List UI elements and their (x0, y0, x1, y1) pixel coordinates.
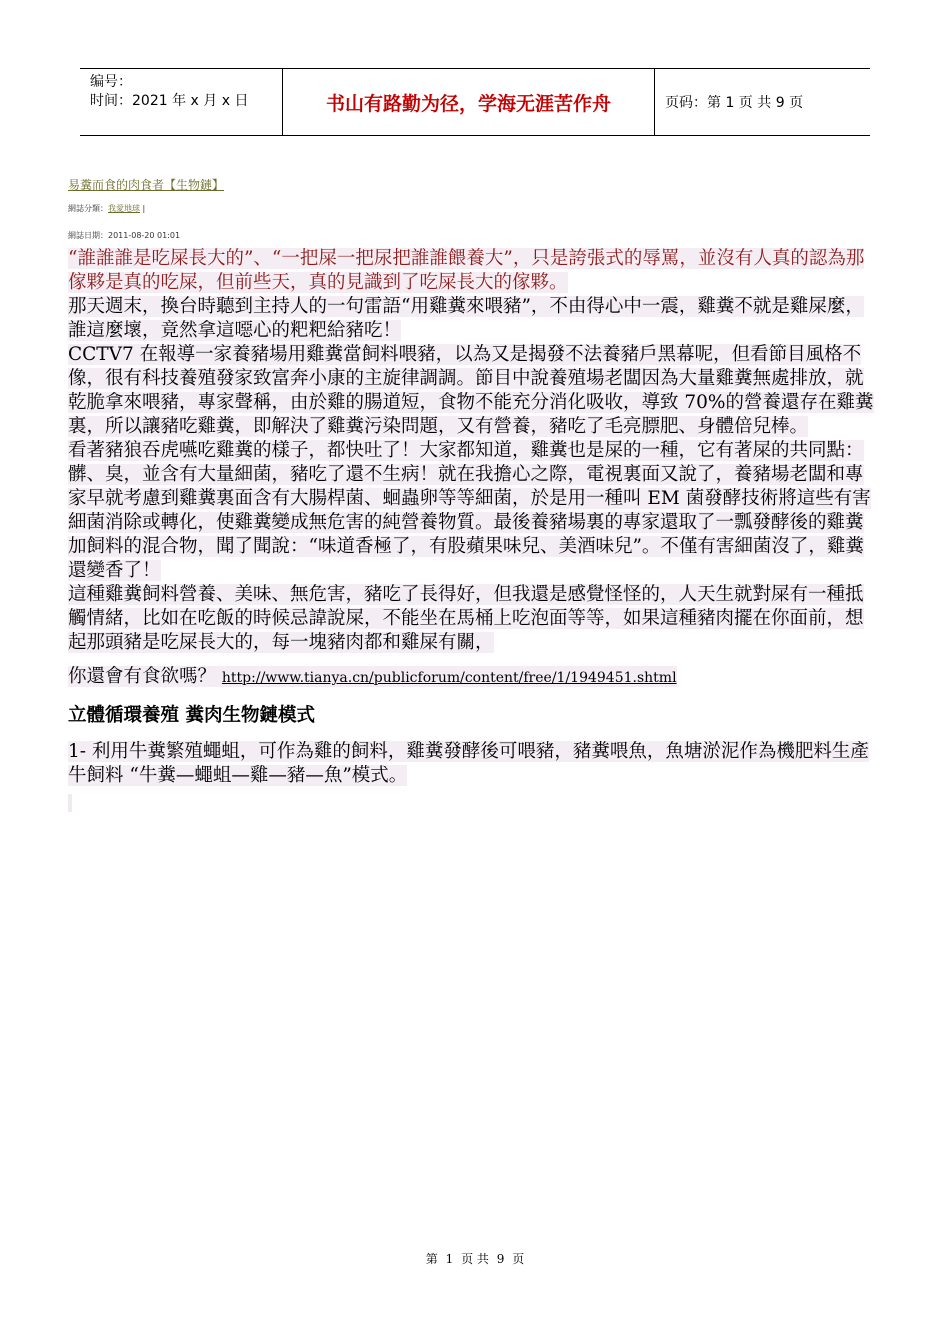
closing-question: 你還會有食欲嗎？ (68, 666, 217, 687)
footer-suffix: 页 (512, 1252, 525, 1266)
header-motto: 书山有路勤为径，学海无涯苦作舟 (283, 69, 655, 135)
number-label: 编号： (90, 74, 132, 90)
source-link[interactable]: http://www.tianya.cn/publicforum/content/free/1/1949451.shtml (221, 670, 677, 686)
blog-date: 網誌日期：2011-08-20 01:01 (68, 231, 181, 240)
category-separator: | (140, 204, 146, 213)
header-page-info: 页码：第 1 页 共 9 页 (665, 95, 804, 111)
paragraph-intro: “誰誰誰是吃屎長大的”、“一把屎一把尿把誰誰餵養大”，只是誇張式的辱罵，並沒有人真的認為那傢夥是真的吃屎，但前些天，真的見識到了吃屎長大的傢夥。 (68, 248, 865, 293)
category-label: 網誌分類： (68, 204, 108, 213)
footer-prefix: 第 (425, 1252, 438, 1266)
paragraph-3: CCTV7 在報導一家養豬場用雞糞當飼料喂豬，以為又是揭發不法養豬戶黑幕呢，但看節目風格不像，很有科技養殖發家致富奔小康的主旋律調調。節目中說養殖場老闆因為大量雞糞無處排放，就乾脆拿來喂豬，專家聲稱，由於雞的腸道短，食物不能充分消化吸收，導致 70%的營養還存在雞糞裏，所以讓豬吃雞糞，即解決了雞糞污染問題，又有營養，豬吃了毛亮膘肥、身體倍兒棒。 (68, 344, 874, 437)
text-cursor-mark (68, 794, 72, 812)
page-footer (0, 1250, 950, 1267)
blog-title-link[interactable]: 易糞而食的肉食者【生物鏈】 (68, 178, 225, 192)
paragraph-5: 這種雞糞飼料營養、美味、無危害，豬吃了長得好，但我還是感覺怪怪的，人天生就對屎有一種抵觸情緒，比如在吃飯的時候忌諱說屎，不能坐在馬桶上吃泡面等等，如果這種豬肉擺在你面前，想起那頭豬是吃屎長大的，每一塊豬肉都和雞屎有關， (68, 584, 864, 653)
paragraph-6 (68, 665, 880, 690)
footer-page-number: 1 (445, 1252, 454, 1266)
footer-total-pages: 9 (496, 1252, 505, 1266)
category-link[interactable]: 我愛地球 (108, 204, 140, 213)
section-title: 立體循環養殖 糞肉生物鏈模式 (68, 705, 315, 726)
paragraph-4: 看著豬狼吞虎嚥吃雞糞的樣子，都快吐了！大家都知道，雞糞也是屎的一種，它有著屎的共同點：髒、臭，並含有大量細菌，豬吃了還不生病！就在我擔心之際，電視裏面又說了，養豬場老闆和專家早就考慮到雞糞裏面含有大腸桿菌、蛔蟲卵等等細菌，於是用一種叫 EM 菌發酵技術將這些有害細菌消除或轉化，使雞糞變成無危害的純營養物質。最後養豬場裏的專家還取了一瓢發酵後的雞糞加飼料的混合物，聞了聞說：“味道香極了，有股蘋果味兒、美酒味兒”。不僅有害細菌沒了，雞糞還變香了！ (68, 440, 871, 581)
header-left-cell (80, 69, 283, 135)
blog-category (68, 203, 145, 214)
paragraph-2: 那天週末，換台時聽到主持人的一句雷語“用雞糞來喂豬”，不由得心中一震，雞糞不就是雞屎麼，誰這麼壞，竟然拿這噁心的粑粑給豬吃！ (68, 296, 864, 341)
section-item-1: 1- 利用牛糞繁殖蠅蛆，可作為雞的飼料，雞糞發酵後可喂豬，豬糞喂魚，魚塘淤泥作為機肥料生產牛飼料 “牛糞—蠅蛆—雞—豬—魚”模式。 (68, 741, 869, 786)
date-label: 时间：2021 年 x 月 x 日 (90, 93, 249, 109)
article-body (68, 247, 880, 812)
footer-mid: 页 共 (461, 1252, 489, 1266)
header-table (80, 68, 870, 136)
